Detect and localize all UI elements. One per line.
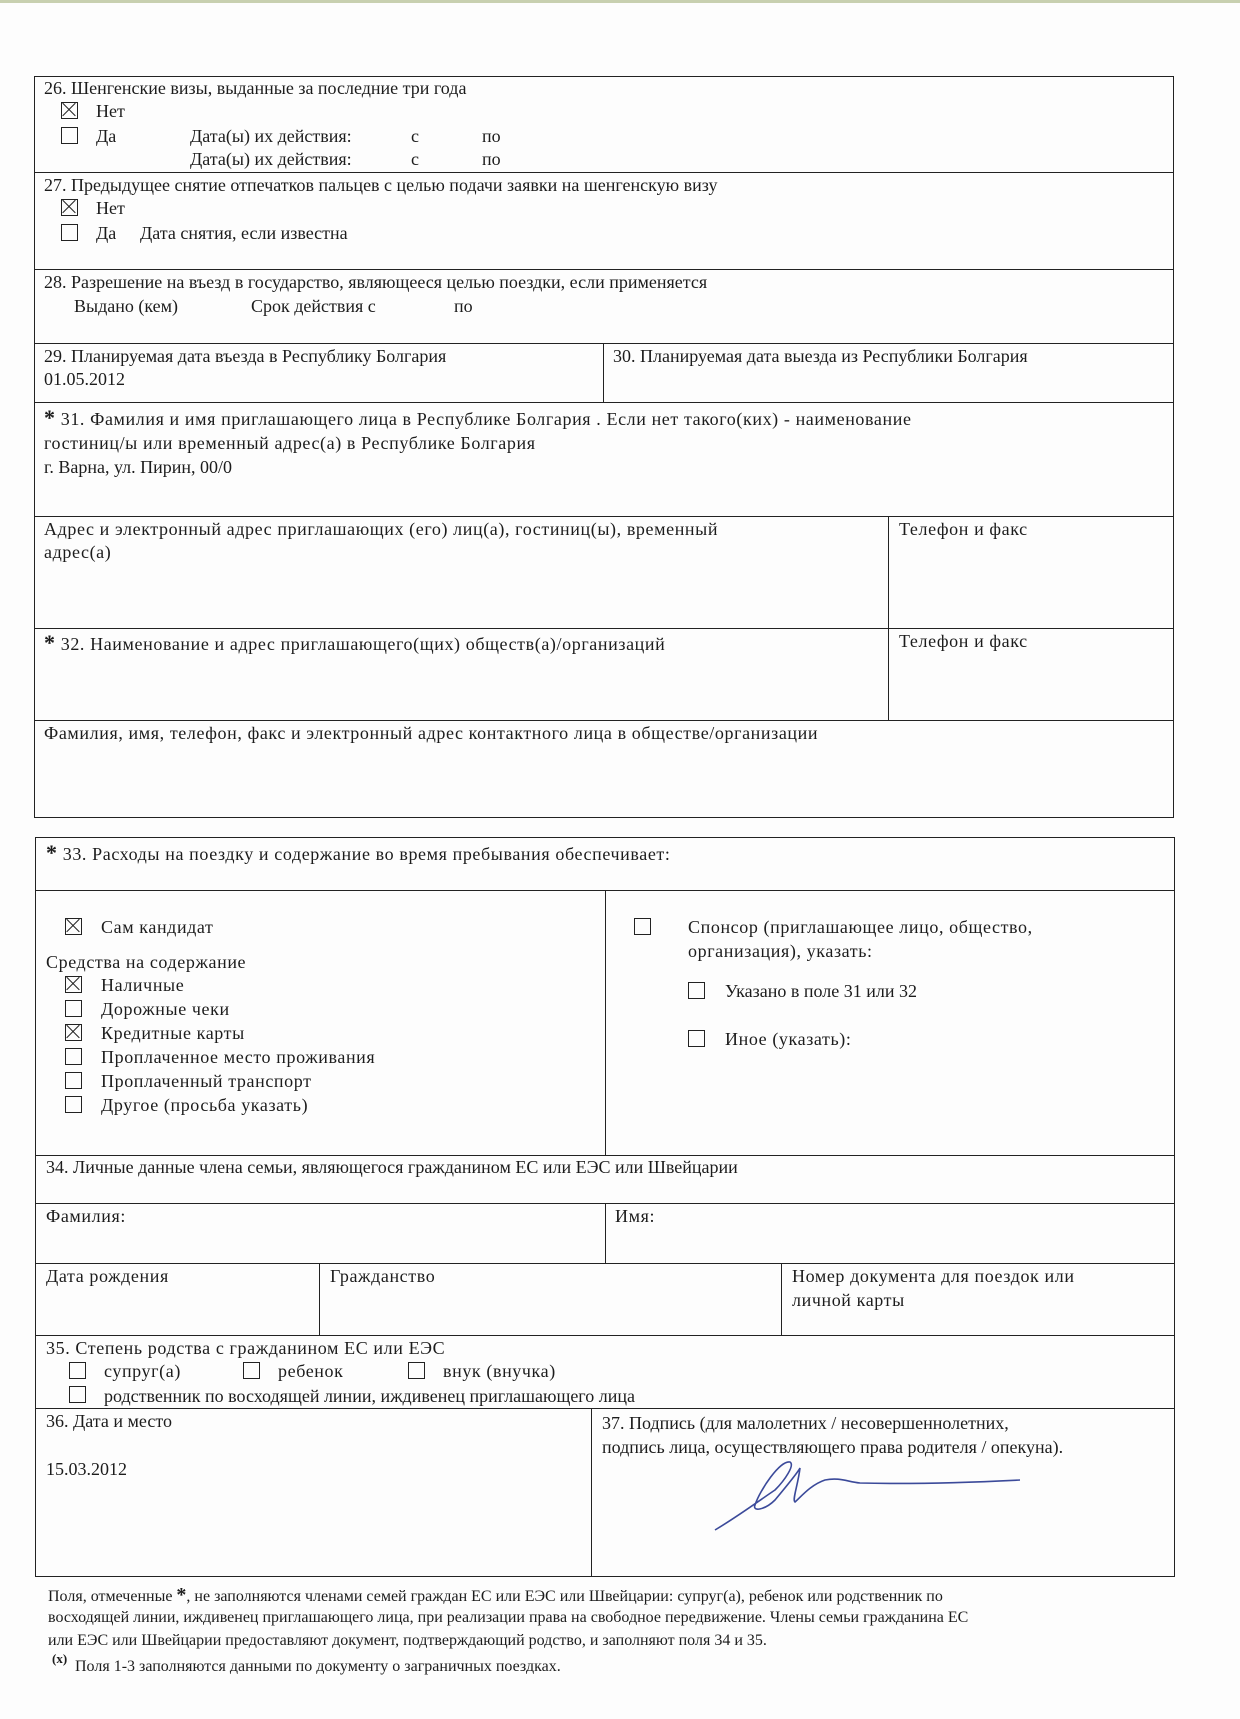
inviting-address-value[interactable]: г. Варна, ул. Пирин, 00/0 [44,457,233,477]
divider [35,1263,1175,1264]
required-star: * [176,1584,187,1606]
section-27-title: 27. Предыдущее снятие отпечатков пальцев с целью подачи заявки на шенгенскую визу [44,175,718,195]
section-37-title-cont: подпись лица, осуществляющего права родителя / опекуна). [602,1437,1064,1457]
section-29-title: 29. Планируемая дата въезда в Республику Болгария [44,346,447,366]
required-star: * [44,630,56,655]
sponsor-checkbox[interactable] [634,918,651,935]
divider [781,1263,782,1335]
document-number-label-cont: личной карты [792,1290,905,1310]
section-27-yes-checkbox[interactable] [61,224,78,241]
footer-note: или ЕЭС или Швейцарии предоставляют документ, подтверждающий родство, и заполняют поля 34 и 35. [48,1632,767,1649]
footer-note: , не заполняются членами семей граждан ЕС или ЕЭС или Швейцарии: супруг(а), ребенок или родственник по [186,1588,943,1605]
means-label: Средства на содержание [46,952,247,972]
grandchild-label: внук (внучка) [443,1361,556,1381]
section-32-title: 32. Наименование и адрес приглашающего(щих) обществ(а)/организаций [60,634,666,654]
scan-edge [0,0,1240,3]
section-31-title: 31. Фамилия и имя приглашающего лица в Республике Болгария . Если нет такого(ких) - наименование [60,409,912,429]
divider [319,1263,320,1335]
means-checkbox[interactable] [65,1096,82,1113]
divider [34,628,1174,629]
validity-dates-label: Дата(ы) их действия: [190,126,352,146]
grandchild-checkbox[interactable] [408,1362,425,1379]
child-checkbox[interactable] [243,1362,260,1379]
section-26-yes-checkbox[interactable] [61,127,78,144]
section-36-title: 36. Дата и место [46,1411,172,1431]
means-label: Проплаченный транспорт [101,1071,312,1091]
section-26-no-checkbox[interactable] [61,102,78,119]
phone-fax-label: Телефон и факс [899,519,1028,539]
means-label: Кредитные карты [101,1023,245,1043]
means-checkbox[interactable] [65,1024,82,1041]
relative-label: родственник по восходящей линии, иждивенец приглашающего лица [104,1386,635,1406]
sponsor-label: Спонсор (приглашающее лицо, общество, [688,917,1033,937]
child-label: ребенок [278,1361,344,1381]
means-checkbox[interactable] [65,1000,82,1017]
means-label: Другое (просьба указать) [101,1095,309,1115]
other-sponsor-label: Иное (указать): [725,1029,852,1049]
section-33-title: 33. Расходы на поездку и содержание во время пребывания обеспечивает: [62,844,671,864]
self-applicant-label: Сам кандидат [101,917,214,937]
means-checkbox[interactable] [65,1048,82,1065]
means-label: Дорожные чеки [101,999,230,1019]
dob-label: Дата рождения [46,1266,169,1286]
means-label: Наличные [101,975,185,995]
address-label: Адрес и электронный адрес приглашающих (его) лиц(а), гостиниц(ы), временный [44,519,719,539]
required-star: * [44,405,56,430]
divider [34,172,1174,173]
to-label: по [482,126,501,146]
phone-fax-label: Телефон и факс [899,631,1028,651]
to-label: по [482,149,501,169]
footer-note: Поля, отмеченные [48,1588,177,1605]
field-31-32-checkbox[interactable] [688,982,705,999]
spouse-label: супруг(а) [104,1361,181,1381]
other-sponsor-checkbox[interactable] [688,1030,705,1047]
footnote-mark: (x) [52,1651,68,1666]
section-26-yes-label: Да [96,126,117,146]
divider [34,269,1174,270]
self-applicant-checkbox[interactable] [65,918,82,935]
date-place-value[interactable]: 15.03.2012 [46,1459,127,1479]
name-label: Имя: [615,1206,656,1226]
divider [591,1408,592,1577]
from-label: с [411,126,419,146]
arrival-date-value[interactable]: 01.05.2012 [44,369,125,389]
divider [888,516,889,720]
valid-to-label: по [454,296,473,316]
citizenship-label: Гражданство [330,1266,436,1286]
spouse-checkbox[interactable] [69,1362,86,1379]
divider [34,343,1174,344]
divider [603,343,604,402]
section-27-no-label: Нет [96,198,125,218]
section-27-yes-label: Да [96,223,117,243]
means-checkbox[interactable] [65,1072,82,1089]
means-checkbox[interactable] [65,976,82,993]
section-26-no-label: Нет [96,101,125,121]
section-30-title: 30. Планируемая дата выезда из Республики Болгария [613,346,1028,366]
divider [605,890,606,1155]
section-31-title-cont: гостиниц/ы или временный адрес(а) в Республике Болгария [44,433,536,453]
contact-person-label: Фамилия, имя, телефон, факс и электронный адрес контактного лица в обществе/организации [44,723,819,743]
divider [605,1203,606,1263]
footer-note: восходящей линии, иждивенец приглашающего лица, при реализации права на свободное передвижение. Члены семьи гражданина ЕС [48,1609,969,1626]
section-35-title: 35. Степень родства с гражданином ЕС или ЕЭС [46,1338,446,1358]
section-34-title: 34. Личные данные члена семьи, являющегося гражданином ЕС или ЕЭС или Швейцарии [46,1157,738,1177]
signature [700,1450,1030,1540]
section-28-title: 28. Разрешение на въезд в государство, являющееся целью поездки, если применяется [44,272,708,292]
fingerprint-date-label: Дата снятия, если известна [140,223,348,243]
means-label: Проплаченное место проживания [101,1047,376,1067]
divider [34,402,1174,403]
section-37-title: 37. Подпись (для малолетних / несовершеннолетних, [602,1413,1009,1433]
address-label-cont: адрес(а) [44,542,112,562]
issued-by-label: Выдано (кем) [74,296,179,316]
required-star: * [46,840,58,865]
surname-label: Фамилия: [46,1206,126,1226]
footer-note: Поля 1-3 заполняются данными по документу о заграничных поездках. [75,1658,561,1675]
field-31-32-label: Указано в поле 31 или 32 [725,981,917,1001]
section-27-no-checkbox[interactable] [61,199,78,216]
document-number-label: Номер документа для поездок или [792,1266,1075,1286]
from-label: с [411,149,419,169]
valid-from-label: Срок действия с [251,296,376,316]
divider [34,516,1174,517]
divider [34,720,1174,721]
divider [35,1335,1175,1336]
sponsor-label-cont: организация), указать: [688,941,873,961]
section-26-title: 26. Шенгенские визы, выданные за последние три года [44,78,467,98]
divider [35,1408,1175,1409]
relative-checkbox[interactable] [69,1386,86,1403]
validity-dates-label: Дата(ы) их действия: [190,149,352,169]
